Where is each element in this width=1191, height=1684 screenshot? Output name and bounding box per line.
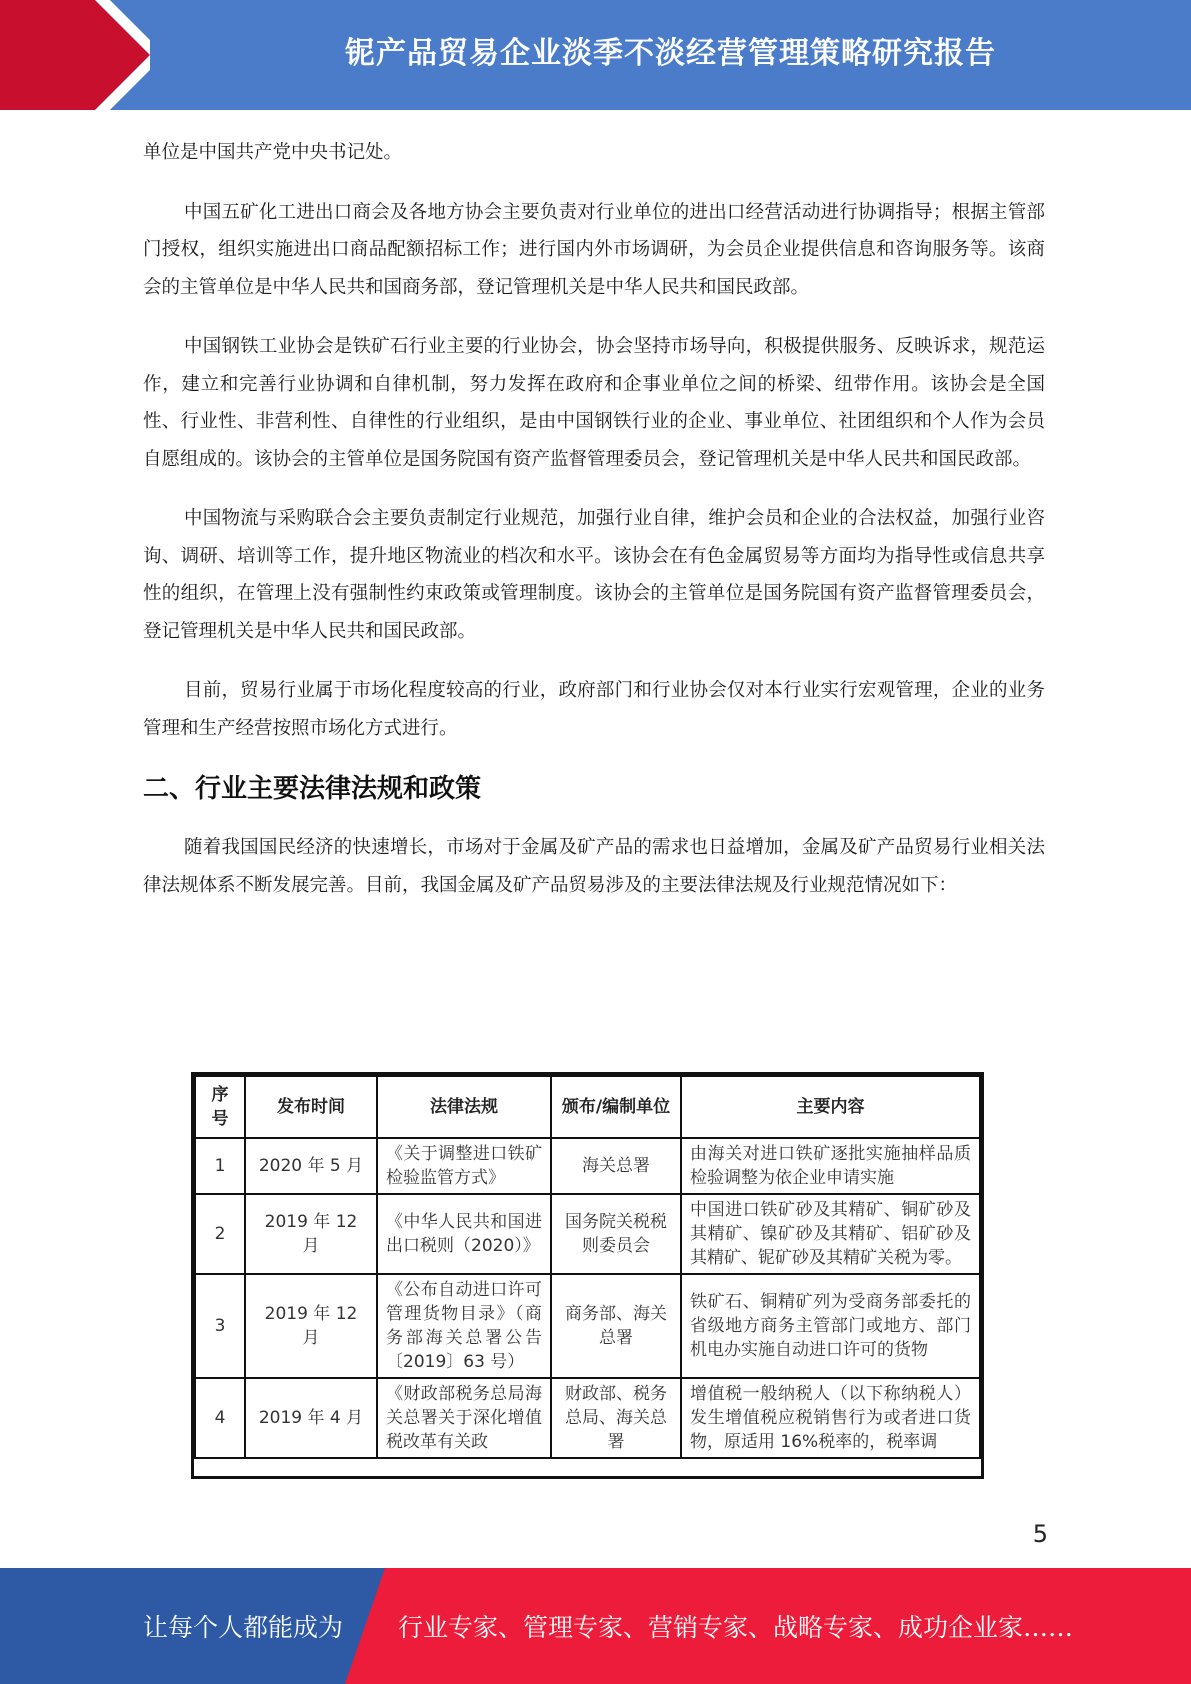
cell-issuer: 海关总署 <box>551 1138 681 1194</box>
paragraph-6: 随着我国国民经济的快速增长，市场对于金属及矿产品的需求也日益增加，金属及矿产品贸易行业相关法律法规体系不断发展完善。目前，我国金属及矿产品贸易涉及的主要法律法规及行业规范情况如下： <box>143 837 1045 896</box>
header-cell-index: 序号 <box>195 1076 245 1138</box>
table-row <box>195 1274 980 1378</box>
table-row <box>195 1194 980 1274</box>
footer-slogan-right: 行业专家、管理专家、营销专家、战略专家、成功企业家…… <box>398 1613 1074 1642</box>
cell-date: 2020 年 5 月 <box>245 1138 377 1194</box>
cell-date: 2019 年 4 月 <box>245 1378 377 1458</box>
laws-table-container <box>191 1072 984 1479</box>
cell-index: 3 <box>195 1274 245 1378</box>
header-cell-law: 法律法规 <box>377 1076 551 1138</box>
report-title: 铌产品贸易企业淡季不淡经营管理策略研究报告 <box>345 36 996 71</box>
cell-law: 《公布自动进口许可管理货物目录》（商务部海关总署公告〔2019〕63 号） <box>377 1274 551 1378</box>
cell-date: 2019 年 12 月 <box>245 1274 377 1378</box>
header-cell-content: 主要内容 <box>681 1076 980 1138</box>
cell-issuer: 国务院关税税则委员会 <box>551 1194 681 1274</box>
header-chevron-icon <box>0 0 150 110</box>
page-number: 5 <box>1032 1520 1048 1548</box>
table-header-row <box>195 1076 980 1138</box>
paragraph-1: 单位是中国共产党中央书记处。 <box>143 142 403 163</box>
page-footer <box>0 1568 1191 1684</box>
header-cell-issuer: 颁布/编制单位 <box>551 1076 681 1138</box>
cell-issuer: 财政部、税务总局、海关总署 <box>551 1378 681 1458</box>
cell-date: 2019 年 12 月 <box>245 1194 377 1274</box>
cell-law: 《中华人民共和国进出口税则（2020）》 <box>377 1194 551 1274</box>
cell-index: 1 <box>195 1138 245 1194</box>
cell-law: 《财政部税务总局海关总署关于深化增值税改革有关政 <box>377 1378 551 1458</box>
document-body <box>143 134 1045 926</box>
cell-issuer: 商务部、海关总署 <box>551 1274 681 1378</box>
cell-index: 2 <box>195 1194 245 1274</box>
cell-content: 由海关对进口铁矿逐批实施抽样品质检验调整为依企业申请实施 <box>681 1138 980 1194</box>
footer-slogan-left: 让每个人都能成为 <box>143 1613 344 1642</box>
paragraph-4: 中国物流与采购联合会主要负责制定行业规范，加强行业自律，维护会员和企业的合法权益，加强行业咨询、调研、培训等工作，提升地区物流业的档次和水平。该协会在有色金属贸易等方面均为指导性或信息共享性的组织，在管理上没有强制性约束政策或管理制度。该协会的主管单位是国务院国有资产监督管理委员会，登记管理机关是中华人民共和国民政部。 <box>143 508 1045 642</box>
table-row <box>195 1138 980 1194</box>
paragraph-5: 目前，贸易行业属于市场化程度较高的行业，政府部门和行业协会仅对本行业实行宏观管理，企业的业务管理和生产经营按照市场化方式进行。 <box>143 680 1045 739</box>
page-header <box>0 0 1191 110</box>
cell-law: 《关于调整进口铁矿检验监管方式》 <box>377 1138 551 1194</box>
table-row <box>195 1378 980 1458</box>
paragraph-2: 中国五矿化工进出口商会及各地方协会主要负责对行业单位的进出口经营活动进行协调指导；根据主管部门授权，组织实施进出口商品配额招标工作；进行国内外市场调研，为会员企业提供信息和咨询服务等。该商会的主管单位是中华人民共和国商务部，登记管理机关是中华人民共和国民政部。 <box>143 201 1045 298</box>
cell-index: 4 <box>195 1378 245 1458</box>
laws-table <box>194 1075 981 1459</box>
cell-content: 铁矿石、铜精矿列为受商务部委托的省级地方商务主管部门或地方、部门机电办实施自动进口许可的货物 <box>681 1274 980 1378</box>
header-cell-date: 发布时间 <box>245 1076 377 1138</box>
section-heading: 二、行业主要法律法规和政策 <box>143 774 482 804</box>
paragraph-3: 中国钢铁工业协会是铁矿石行业主要的行业协会，协会坚持市场导向，积极提供服务、反映诉求，规范运作，建立和完善行业协调和自律机制，努力发挥在政府和企事业单位之间的桥梁、纽带作用。该协会是全国性、行业性、非营利性、自律性的行业组织，是由中国钢铁行业的企业、事业单位、社团组织和个人作为会员自愿组成的。该协会的主管单位是国务院国有资产监督管理委员会，登记管理机关是中华人民共和国民政部。 <box>143 336 1045 470</box>
cell-content: 中国进口铁矿砂及其精矿、铜矿砂及其精矿、镍矿砂及其精矿、铝矿砂及其精矿、铌矿砂及其精矿关税为零。 <box>681 1194 980 1274</box>
cell-content: 增值税一般纳税人（以下称纳税人）发生增值税应税销售行为或者进口货物，原适用 16%税率的，税率调 <box>681 1378 980 1458</box>
